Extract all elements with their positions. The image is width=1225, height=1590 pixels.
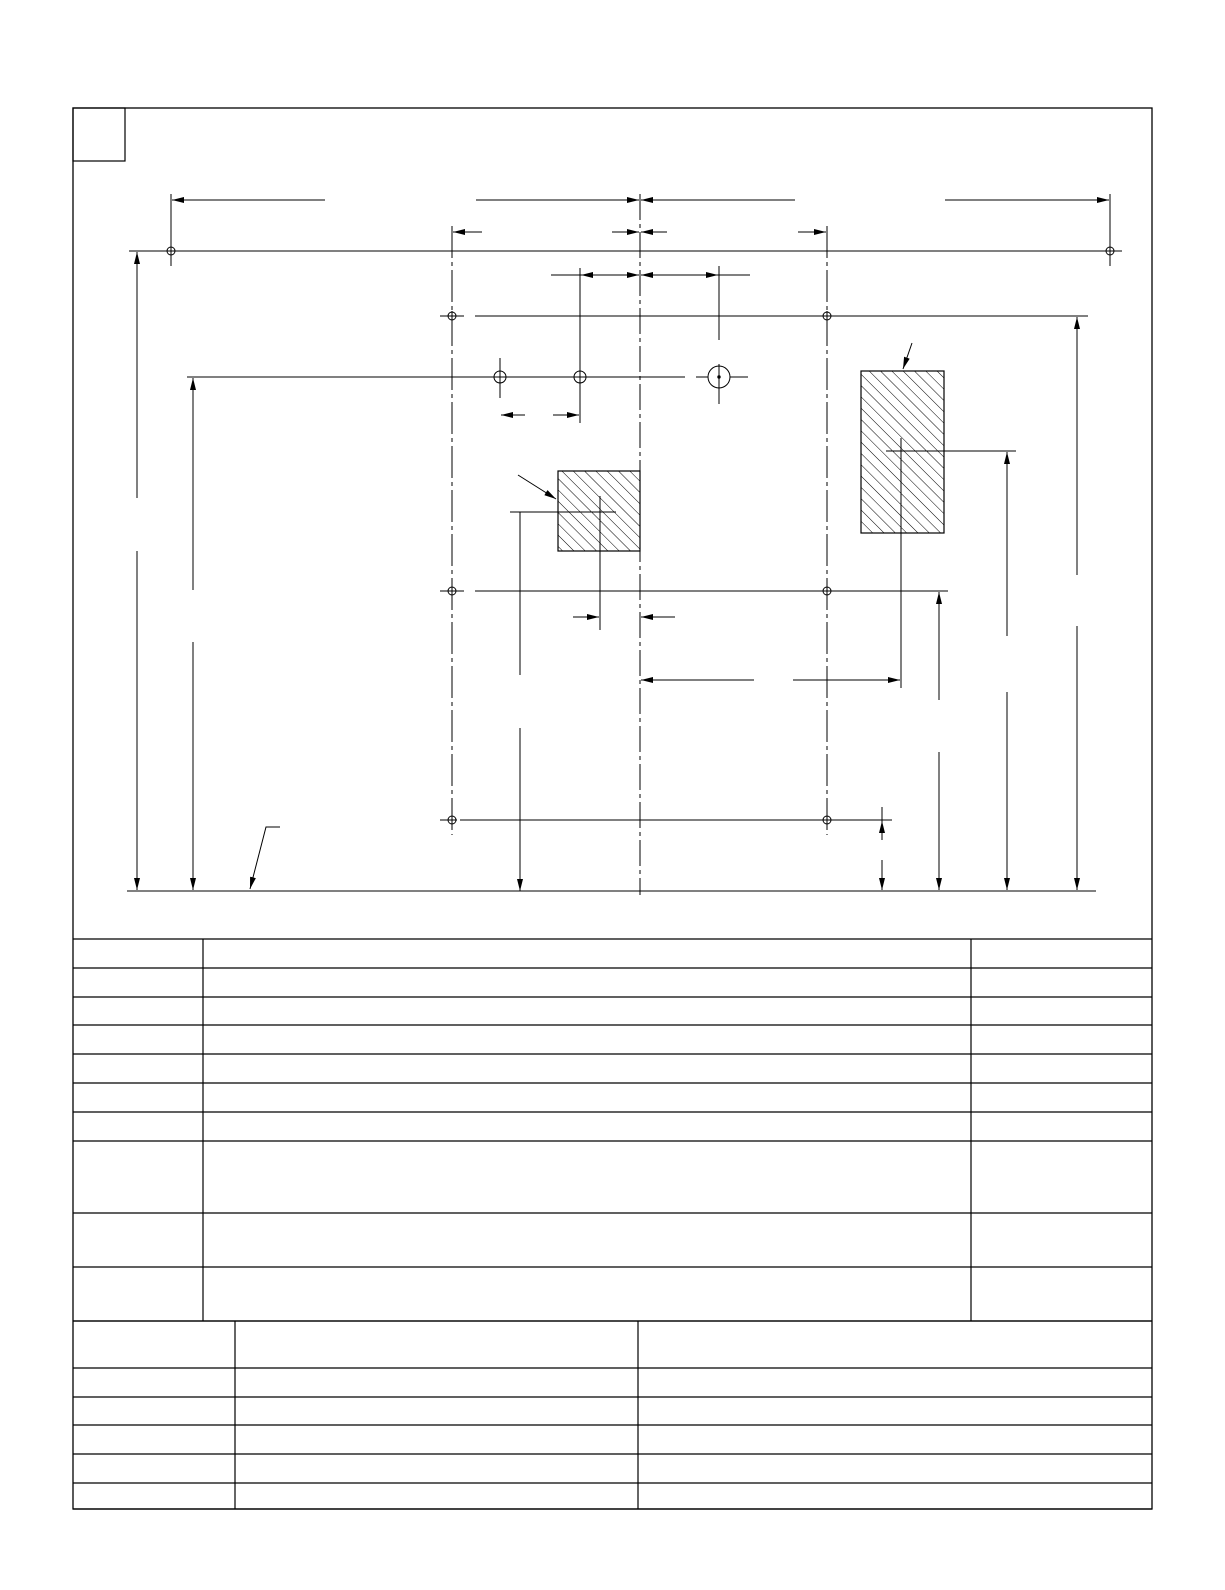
upper-table-cell (977, 1060, 1146, 1077)
upper-table-cell (209, 1147, 965, 1207)
lower-table-cell (79, 1431, 229, 1448)
upper-table-cell (209, 1273, 965, 1315)
upper-table-cell (79, 1089, 197, 1106)
lower-table-cell (79, 1460, 229, 1477)
lower-table-cell (644, 1403, 1146, 1419)
upper-table-cell (209, 1118, 965, 1135)
upper-table-header-cell (977, 945, 1146, 962)
lower-table-cell (644, 1374, 1146, 1391)
upper-table-cell (977, 1147, 1146, 1207)
upper-table-cell (79, 1118, 197, 1135)
upper-table-cell (209, 1219, 965, 1261)
upper-table-cell (209, 1060, 965, 1077)
upper-table-cell (79, 1147, 197, 1207)
upper-table-cell (977, 1118, 1146, 1135)
upper-table-cell (209, 1089, 965, 1106)
upper-table-header-cell (209, 945, 965, 962)
lower-table-cell (79, 1374, 229, 1391)
upper-table-cell (79, 1003, 197, 1019)
upper-table-cell (977, 1089, 1146, 1106)
upper-table-cell (977, 1273, 1146, 1315)
upper-table-header-cell (79, 945, 197, 962)
upper-table-cell (79, 1031, 197, 1048)
upper-table-cell (79, 974, 197, 991)
lower-table-cell (241, 1460, 632, 1477)
lower-table-header-cell (644, 1327, 1146, 1362)
upper-table-cell (209, 1003, 965, 1019)
upper-table-cell (79, 1273, 197, 1315)
lower-table-cell (79, 1489, 229, 1503)
lower-table-cell (241, 1489, 632, 1503)
lower-table-cell (241, 1431, 632, 1448)
lower-table-header-cell (79, 1327, 229, 1362)
lower-table-header-cell (241, 1327, 632, 1362)
upper-table-cell (79, 1060, 197, 1077)
lower-table-cell (241, 1374, 632, 1391)
lower-table-cell (644, 1431, 1146, 1448)
lower-table-cell (644, 1489, 1146, 1503)
upper-table-cell (977, 1003, 1146, 1019)
upper-table-cell (209, 974, 965, 991)
upper-table-cell (79, 1219, 197, 1261)
upper-table-cell (209, 1031, 965, 1048)
lower-table-cell (644, 1460, 1146, 1477)
lower-table-cell (241, 1403, 632, 1419)
upper-table-cell (977, 974, 1146, 991)
lower-table-cell (79, 1403, 229, 1419)
upper-table-cell (977, 1219, 1146, 1261)
upper-table-cell (977, 1031, 1146, 1048)
